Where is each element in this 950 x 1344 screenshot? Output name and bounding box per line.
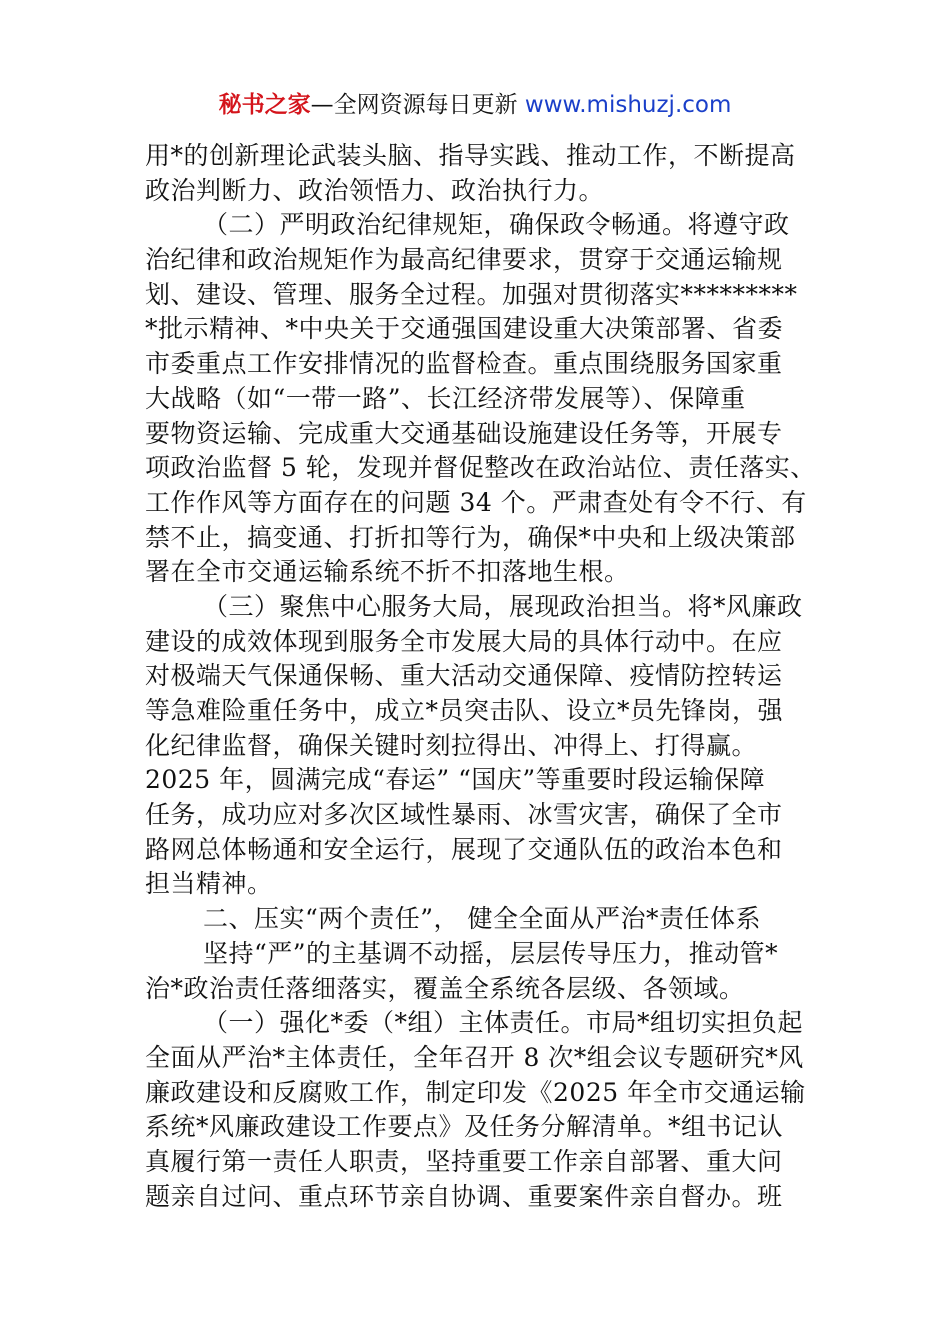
text-line: 担当精神。	[145, 869, 273, 899]
text-line: 二、压实“两个责任”， 健全全面从严治*责任体系	[203, 904, 762, 934]
text-line: 项政治监督 5 轮，发现并督促整改在政治站位、责任落实、	[145, 453, 816, 483]
text-line: 2025 年，圆满完成“春运” “国庆”等重要时段运输保障	[145, 765, 766, 795]
site-url-link[interactable]: www.mishuzj.com	[524, 92, 732, 118]
text-line: 路网总体畅通和安全运行，展现了交通队伍的政治本色和	[145, 834, 783, 864]
text-line: 任务，成功应对多次区域性暴雨、冰雪灾害，确保了全市	[145, 800, 783, 830]
text-line: 治纪律和政治规矩作为最高纪律要求，贯穿于交通运输规	[145, 245, 783, 275]
text-line: 划、建设、管理、服务全过程。加强对贯彻落实*********	[145, 279, 798, 309]
text-line: 建设的成效体现到服务全市发展大局的具体行动中。在应	[145, 626, 783, 656]
text-line: 工作作风等方面存在的问题 34 个。严肃查处有令不行、有	[145, 487, 807, 517]
text-line: 对极端天气保通保畅、重大活动交通保障、疫情防控转运	[145, 661, 783, 691]
text-line: *批示精神、*中央关于交通强国建设重大决策部署、省委	[145, 314, 784, 344]
site-header	[0, 88, 950, 122]
text-line: 题亲自过问、重点环节亲自协调、重要案件亲自督办。班	[145, 1181, 783, 1211]
text-line: （二）严明政治纪律规矩，确保政令畅通。将遵守政	[203, 210, 790, 240]
text-line: 用*的创新理论武装头脑、指导实践、推动工作，不断提高	[145, 141, 796, 170]
text-line: （一）强化*委（*组）主体责任。市局*组切实担负起	[203, 1008, 804, 1038]
text-line: （三）聚焦中心服务大局，展现政治担当。将*风廉政	[203, 591, 803, 621]
document-body	[145, 139, 825, 1214]
text-line: 坚持“严”的主基调不动摇，层层传导压力，推动管*	[203, 938, 779, 968]
text-line: 化纪律监督，确保关键时刻拉得出、冲得上、打得赢。	[145, 730, 758, 760]
text-line: 要物资运输、完成重大交通基础设施建设任务等，开展专	[145, 418, 783, 448]
text-line: 市委重点工作安排情况的监督检查。重点围绕服务国家重	[145, 349, 783, 379]
text-line: 禁不止，搞变通、打折扣等行为，确保*中央和上级决策部	[145, 522, 796, 552]
text-line: 政治判断力、政治领悟力、政治执行力。	[145, 175, 605, 205]
text-line: 真履行第一责任人职责，坚持重要工作亲自部署、重大问	[145, 1146, 783, 1176]
text-line: 治*政治责任落细落实，覆盖全系统各层级、各领域。	[145, 973, 745, 1003]
site-slogan: —全网资源每日更新	[310, 92, 525, 118]
text-line: 廉政建设和反腐败工作，制定印发《2025 年全市交通运输	[145, 1077, 806, 1107]
text-line: 大战略（如“一带一路”、长江经济带发展等）、保障重	[145, 383, 746, 413]
text-line: 署在全市交通运输系统不折不扣落地生根。	[145, 557, 630, 587]
text-line: 系统*风廉政建设工作要点》及任务分解清单。*组书记认	[145, 1112, 784, 1142]
site-brand: 秘书之家	[218, 92, 311, 118]
text-line: 全面从严治*主体责任，全年召开 8 次*组会议专题研究*风	[145, 1042, 804, 1072]
text-line: 等急难险重任务中，成立*员突击队、设立*员先锋岗，强	[145, 696, 784, 725]
